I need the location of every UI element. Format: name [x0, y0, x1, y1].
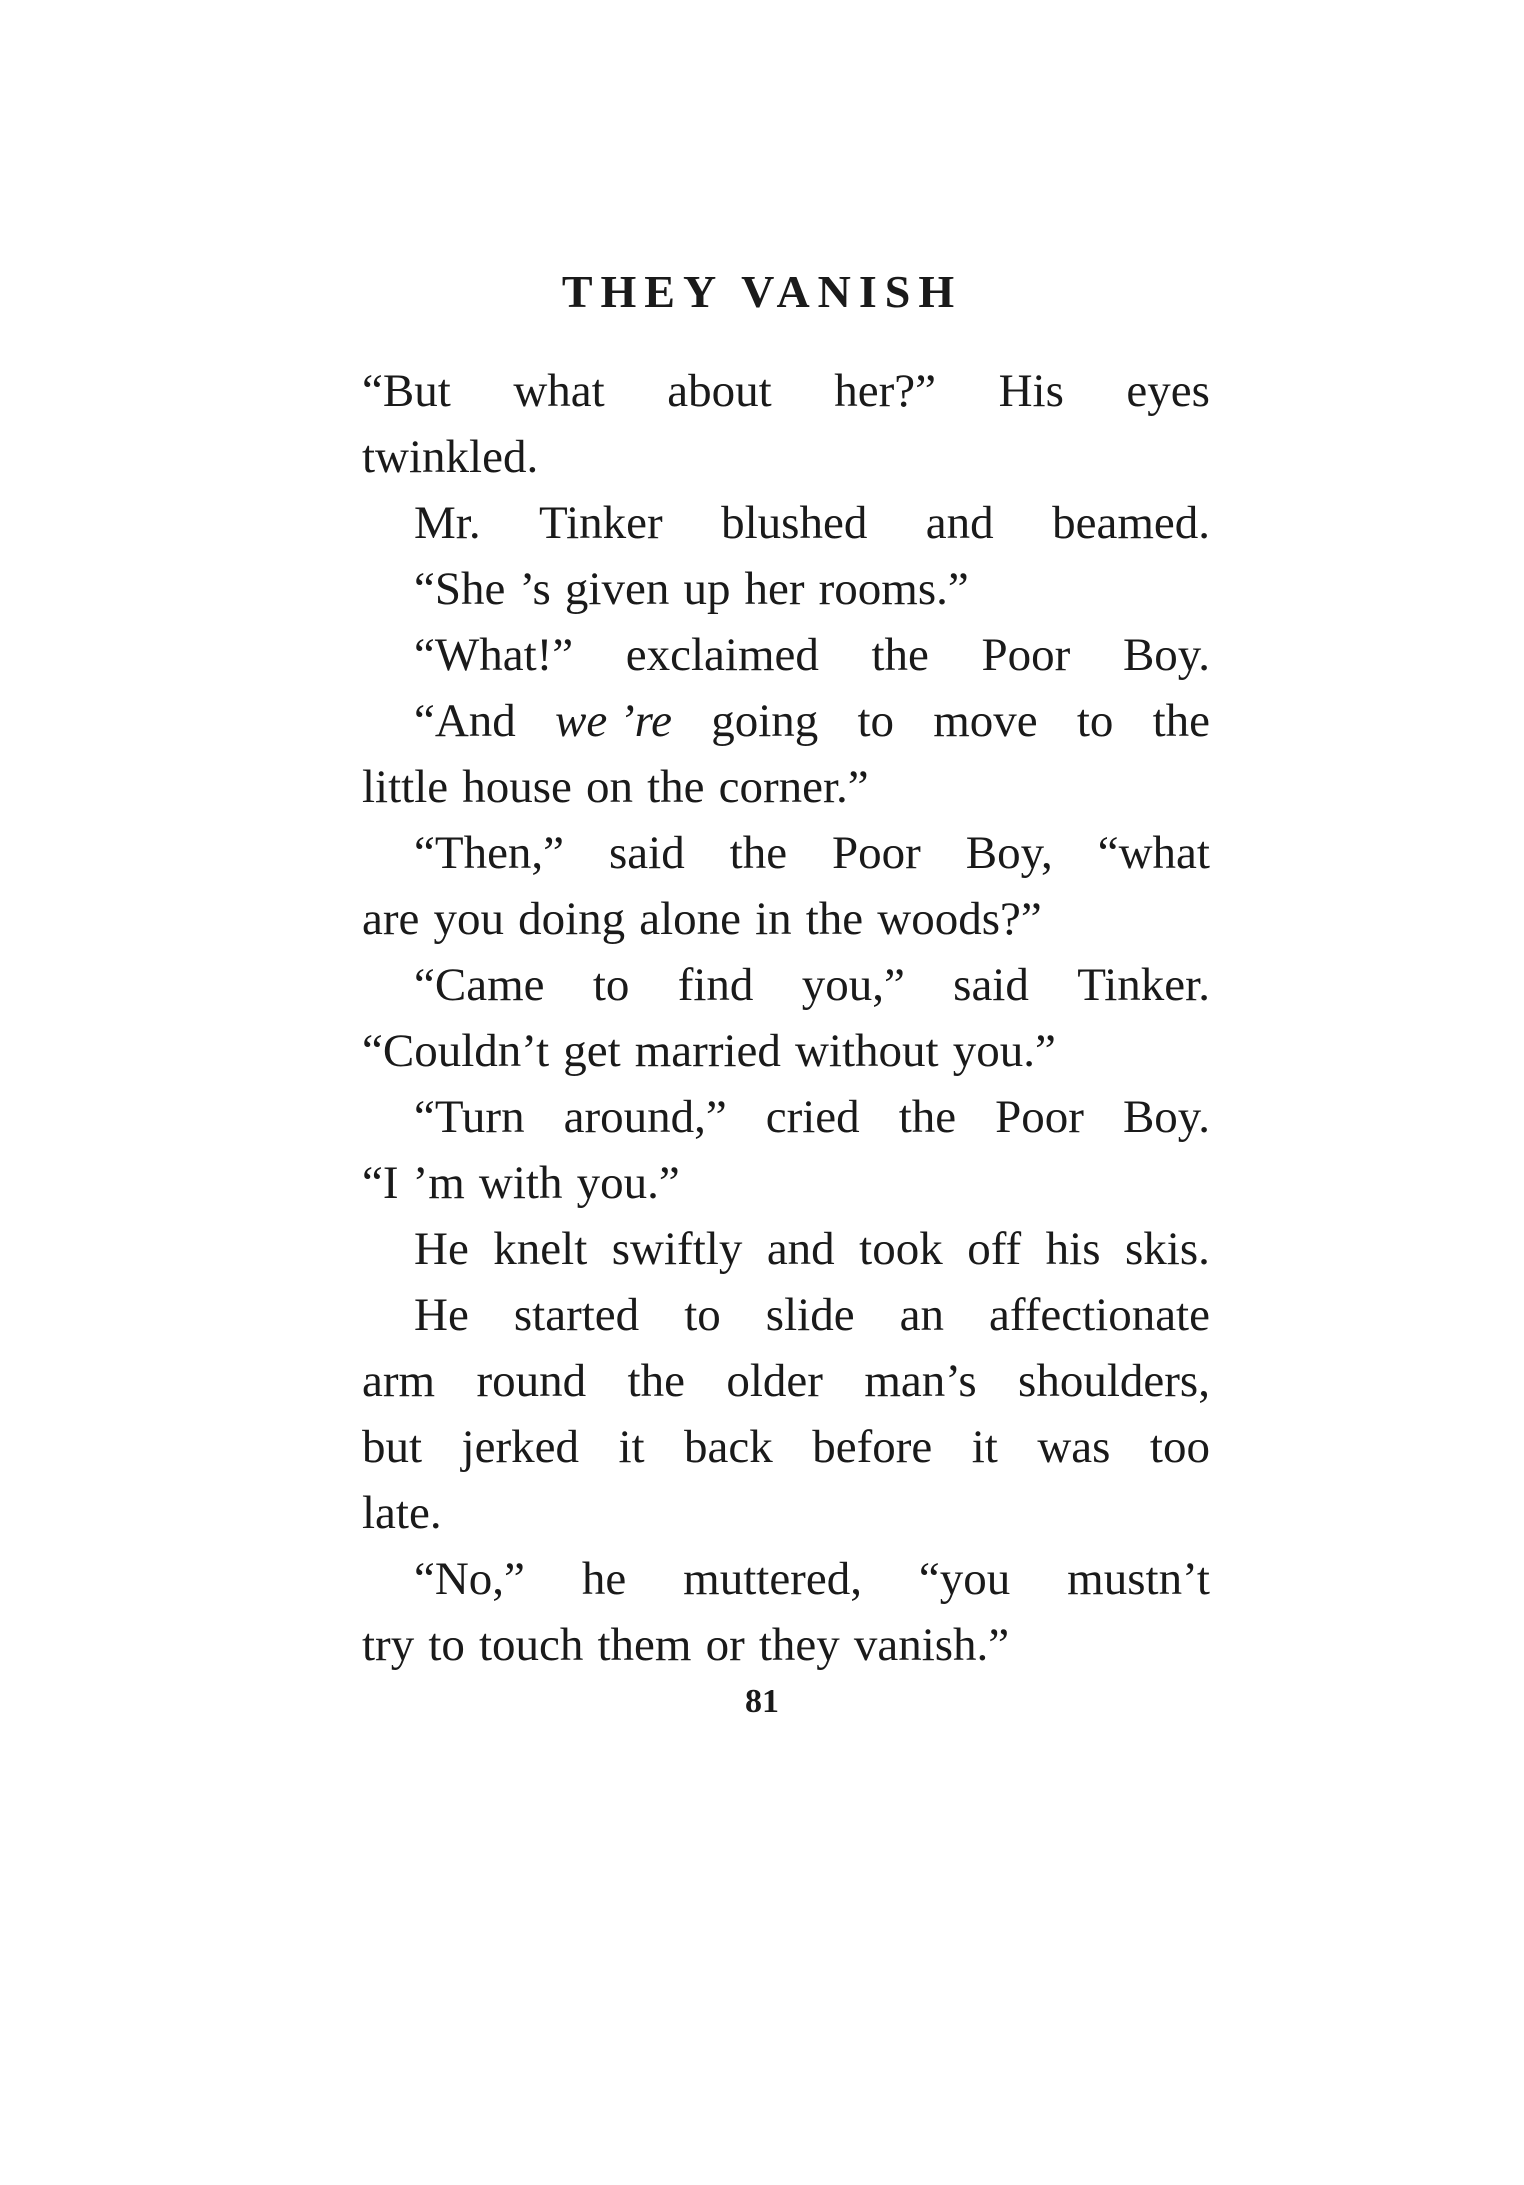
word: her?” — [834, 365, 936, 417]
word: woods?” — [877, 893, 1042, 945]
word: said — [608, 827, 685, 879]
word: older — [726, 1355, 823, 1407]
word: Poor — [832, 827, 921, 879]
word: too — [1149, 1421, 1210, 1473]
word: his — [1045, 1223, 1101, 1275]
word: to — [592, 959, 630, 1011]
word: He — [414, 1289, 469, 1341]
word: you.” — [576, 1157, 680, 1209]
word: skis. — [1125, 1223, 1210, 1275]
word: off — [967, 1223, 1022, 1275]
text-line — [362, 1018, 1210, 1084]
word: to — [428, 1619, 465, 1671]
word: jerked — [461, 1421, 579, 1473]
word: and — [766, 1223, 835, 1275]
word: took — [859, 1223, 943, 1275]
text-line — [362, 1612, 1210, 1678]
word: the — [805, 893, 864, 945]
word: in — [755, 893, 792, 945]
word: with — [478, 1157, 563, 1209]
word: eyes — [1126, 365, 1210, 417]
word: vanish.” — [853, 1619, 1010, 1671]
word: started — [513, 1289, 640, 1341]
word: or — [705, 1619, 745, 1671]
word: move — [933, 695, 1038, 747]
page-number: 81 — [745, 1683, 779, 1720]
word: are — [362, 893, 420, 945]
word: Tinker — [539, 497, 663, 549]
body-text — [362, 358, 1210, 1678]
word: Poor — [981, 629, 1071, 681]
word: it — [618, 1421, 645, 1473]
word: you — [433, 893, 504, 945]
word: late. — [362, 1487, 442, 1539]
word: house — [462, 761, 572, 813]
word: muttered, — [683, 1553, 862, 1605]
text-line — [362, 424, 1210, 490]
word: little — [362, 761, 449, 813]
text-line — [362, 820, 1210, 886]
word: blushed — [721, 497, 868, 549]
text-line — [362, 1282, 1210, 1348]
word: corner.” — [718, 761, 869, 813]
text-line — [362, 1348, 1210, 1414]
word: He — [414, 1223, 469, 1275]
word: rooms.” — [818, 563, 969, 615]
word: the — [647, 761, 705, 813]
text-line — [362, 622, 1210, 688]
word: an — [899, 1289, 944, 1341]
word: shoulders, — [1018, 1355, 1210, 1407]
word: on — [586, 761, 633, 813]
word: was — [1037, 1421, 1111, 1473]
text-line — [362, 556, 1210, 622]
word: it — [971, 1421, 998, 1473]
word: mustn’t — [1067, 1553, 1210, 1605]
word: knelt — [493, 1223, 588, 1275]
word: “Couldn’t — [362, 1025, 550, 1077]
word: doing — [518, 893, 626, 945]
word: “Then,” — [414, 827, 565, 879]
word: to — [857, 695, 895, 747]
text-line — [362, 688, 1210, 754]
word: “What!” — [414, 629, 574, 681]
word: exclaimed — [625, 629, 819, 681]
word: His — [998, 365, 1064, 417]
word: beamed. — [1052, 497, 1210, 549]
word: “No,” — [414, 1553, 525, 1605]
word: the — [1152, 695, 1210, 747]
word: cried — [765, 1091, 860, 1143]
word: to — [684, 1289, 721, 1341]
word: up — [683, 563, 731, 615]
word: try — [362, 1619, 415, 1671]
word: about — [667, 365, 772, 417]
word: get — [563, 1025, 621, 1077]
text-line — [362, 754, 1210, 820]
word: “what — [1097, 827, 1210, 879]
text-line — [362, 1546, 1210, 1612]
word: “you — [918, 1553, 1011, 1605]
word: Mr. — [414, 497, 481, 549]
text-line — [362, 1150, 1210, 1216]
word: “But — [362, 365, 451, 417]
word: to — [1076, 695, 1114, 747]
word: given — [564, 563, 670, 615]
word: man’s — [864, 1355, 977, 1407]
word: around,” — [563, 1091, 727, 1143]
word: slide — [765, 1289, 855, 1341]
word: back — [684, 1421, 773, 1473]
word: you.” — [952, 1025, 1056, 1077]
word: ’m — [412, 1157, 465, 1209]
word: before — [812, 1421, 933, 1473]
word: you,” — [801, 959, 905, 1011]
word: Tinker. — [1077, 959, 1210, 1011]
word: touch — [478, 1619, 584, 1671]
text-line — [362, 1216, 1210, 1282]
text-line — [362, 358, 1210, 424]
word: alone — [639, 893, 741, 945]
text-line — [362, 952, 1210, 1018]
running-head: THEY VANISH — [561, 266, 963, 317]
word: “Turn — [414, 1091, 525, 1143]
word: the — [871, 629, 929, 681]
word: her — [744, 563, 805, 615]
word: them — [597, 1619, 692, 1671]
text-line — [362, 1480, 1210, 1546]
text-line — [362, 886, 1210, 952]
word: but — [362, 1421, 423, 1473]
word: said — [953, 959, 1029, 1011]
word: going — [711, 695, 819, 747]
word: “Came — [414, 959, 545, 1011]
word: Boy. — [1122, 1091, 1210, 1143]
word: arm — [362, 1355, 436, 1407]
word: Boy. — [1122, 629, 1210, 681]
word: “I — [362, 1157, 399, 1209]
word: ’s — [519, 563, 551, 615]
word: twinkled. — [362, 431, 539, 483]
word: what — [513, 365, 605, 417]
word: the — [729, 827, 788, 879]
word: the — [627, 1355, 685, 1407]
word: and — [925, 497, 994, 549]
word: find — [677, 959, 754, 1011]
word: Boy, — [965, 827, 1053, 879]
word: “She — [414, 563, 506, 615]
text-line — [362, 490, 1210, 556]
word: Poor — [995, 1091, 1084, 1143]
word: swiftly — [611, 1223, 743, 1275]
word: the — [898, 1091, 957, 1143]
word: married — [634, 1025, 781, 1077]
word: without — [794, 1025, 939, 1077]
word: they — [758, 1619, 840, 1671]
word: he — [581, 1553, 627, 1605]
word: round — [476, 1355, 587, 1407]
word: affectionate — [989, 1289, 1210, 1341]
text-line — [362, 1084, 1210, 1150]
word: “And — [414, 695, 516, 747]
word: we ’re — [555, 695, 673, 747]
text-line — [362, 1414, 1210, 1480]
